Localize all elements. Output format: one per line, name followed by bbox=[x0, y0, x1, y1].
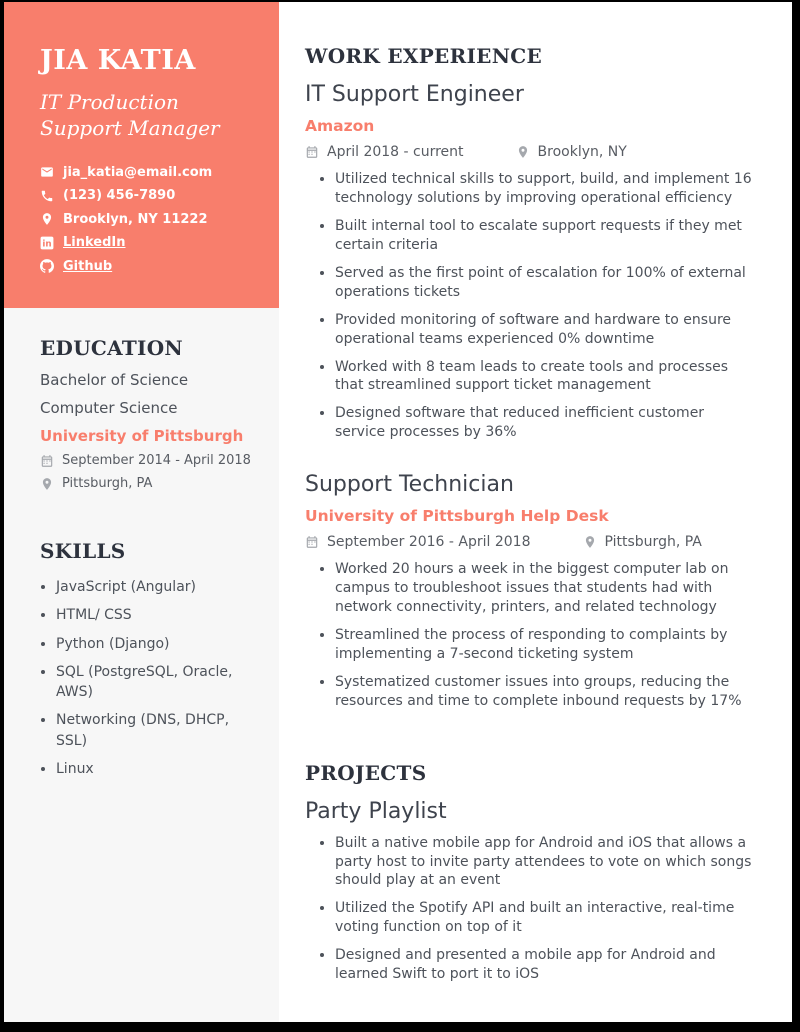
contact-github-text: Github bbox=[63, 258, 113, 274]
main-column bbox=[279, 2, 792, 1022]
job-meta bbox=[305, 534, 758, 550]
skill-item: • JavaScript (Angular) bbox=[56, 577, 253, 597]
job-bullet: • Systematized customer issues into groups, reducing the resources and time to complete inbound requests by 17% bbox=[335, 673, 758, 711]
job-title: IT Support Engineer bbox=[305, 82, 524, 107]
resume-page bbox=[4, 2, 792, 1022]
work-experience-heading: WORK EXPERIENCE bbox=[305, 44, 543, 68]
sidebar bbox=[4, 2, 279, 1022]
job-entry-pitt-helpdesk bbox=[305, 472, 758, 711]
contact-list bbox=[40, 165, 251, 274]
contact-phone bbox=[40, 188, 251, 203]
projects-heading: PROJECTS bbox=[305, 760, 427, 785]
job-location: Pittsburgh, PA bbox=[604, 534, 702, 551]
job-entry-amazon bbox=[305, 82, 758, 442]
email-icon bbox=[40, 165, 54, 179]
job-location-row bbox=[516, 144, 627, 160]
contact-github-link[interactable] bbox=[40, 259, 251, 274]
contact-linkedin-link[interactable] bbox=[40, 235, 251, 250]
education-school: University of Pittsburgh bbox=[40, 427, 244, 445]
skill-item: • Networking (DNS, DHCP, SSL) bbox=[56, 710, 253, 751]
skills-list bbox=[40, 577, 253, 779]
pin-icon bbox=[583, 535, 597, 549]
company-name: University of Pittsburgh Help Desk bbox=[305, 507, 609, 526]
calendar-icon bbox=[40, 454, 54, 468]
education-major: Computer Science bbox=[40, 398, 178, 417]
project-bullet: • Utilized the Spotify API and built an interactive, real-time voting function on top of it bbox=[335, 899, 758, 937]
contact-email bbox=[40, 165, 251, 180]
job-bullet: • Worked with 8 team leads to create tools and processes that streamlined support ticket management bbox=[335, 358, 758, 396]
education-dates-row bbox=[40, 453, 253, 468]
job-bullet: • Streamlined the process of responding to complaints by implementing a 7-second ticketing system bbox=[335, 626, 758, 664]
contact-linkedin-text: LinkedIn bbox=[63, 235, 126, 251]
github-icon bbox=[40, 259, 54, 273]
education-dates: September 2014 - April 2018 bbox=[62, 453, 251, 468]
skill-item: • Python (Django) bbox=[56, 634, 253, 654]
job-dates-row bbox=[305, 534, 531, 550]
company-name: Amazon bbox=[305, 117, 375, 136]
pin-icon bbox=[40, 477, 54, 491]
education-location-row bbox=[40, 476, 253, 491]
sidebar-body bbox=[4, 308, 279, 787]
pin-icon bbox=[516, 145, 530, 159]
sidebar-header bbox=[4, 2, 279, 308]
project-title: Party Playlist bbox=[305, 798, 447, 824]
project-bullet-list bbox=[305, 834, 758, 984]
job-bullet: • Utilized technical skills to support, build, and implement 16 technology solutions by improving operational efficiency bbox=[335, 170, 758, 208]
candidate-name: JIA KATIA bbox=[40, 45, 196, 76]
svg-text:in: in bbox=[42, 239, 52, 250]
location-icon bbox=[40, 212, 54, 226]
skills-heading: SKILLS bbox=[40, 539, 126, 563]
job-bullet-list bbox=[305, 560, 758, 710]
phone-icon bbox=[40, 189, 54, 203]
candidate-headline: IT Production Support Manager bbox=[40, 89, 220, 140]
contact-location bbox=[40, 212, 251, 227]
contact-email-text: jia_katia@email.com bbox=[63, 164, 213, 180]
job-bullet: • Served as the first point of escalation for 100% of external operations tickets bbox=[335, 264, 758, 302]
contact-location-text: Brooklyn, NY 11222 bbox=[63, 211, 208, 227]
education-degree: Bachelor of Science bbox=[40, 371, 189, 389]
contact-phone-text: (123) 456-7890 bbox=[63, 188, 176, 204]
skill-item: • Linux bbox=[56, 759, 253, 779]
job-title: Support Technician bbox=[305, 472, 514, 498]
skill-item: • HTML/ CSS bbox=[56, 605, 253, 625]
job-meta bbox=[305, 144, 758, 160]
education-heading: EDUCATION bbox=[40, 336, 184, 360]
project-bullet: • Designed and presented a mobile app for Android and learned Swift to port it to iOS bbox=[335, 946, 758, 984]
job-location-row bbox=[583, 534, 702, 550]
job-bullet: • Built internal tool to escalate support requests if they met certain criteria bbox=[335, 217, 758, 255]
job-location: Brooklyn, NY bbox=[537, 144, 627, 161]
job-dates: September 2016 - April 2018 bbox=[327, 534, 531, 551]
education-location: Pittsburgh, PA bbox=[62, 476, 153, 491]
project-entry bbox=[305, 799, 758, 984]
job-bullet-list bbox=[305, 170, 758, 442]
job-bullet: • Provided monitoring of software and hardware to ensure operational teams experienced 0% downtime bbox=[335, 311, 758, 349]
project-bullet: • Built a native mobile app for Android and iOS that allows a party host to invite party attendees to vote on which songs should play at an event bbox=[335, 834, 758, 891]
job-bullet: • Designed software that reduced inefficient customer service processes by 36% bbox=[335, 404, 758, 442]
calendar-icon bbox=[305, 145, 319, 159]
job-bullet: • Worked 20 hours a week in the biggest computer lab on campus to troubleshoot issues that students had with network connectivity, printers, and related technology bbox=[335, 560, 758, 617]
job-dates: April 2018 - current bbox=[327, 144, 464, 161]
linkedin-icon bbox=[40, 236, 54, 250]
job-dates-row bbox=[305, 144, 464, 160]
skill-item: • SQL (PostgreSQL, Oracle, AWS) bbox=[56, 662, 253, 703]
calendar-icon bbox=[305, 535, 319, 549]
